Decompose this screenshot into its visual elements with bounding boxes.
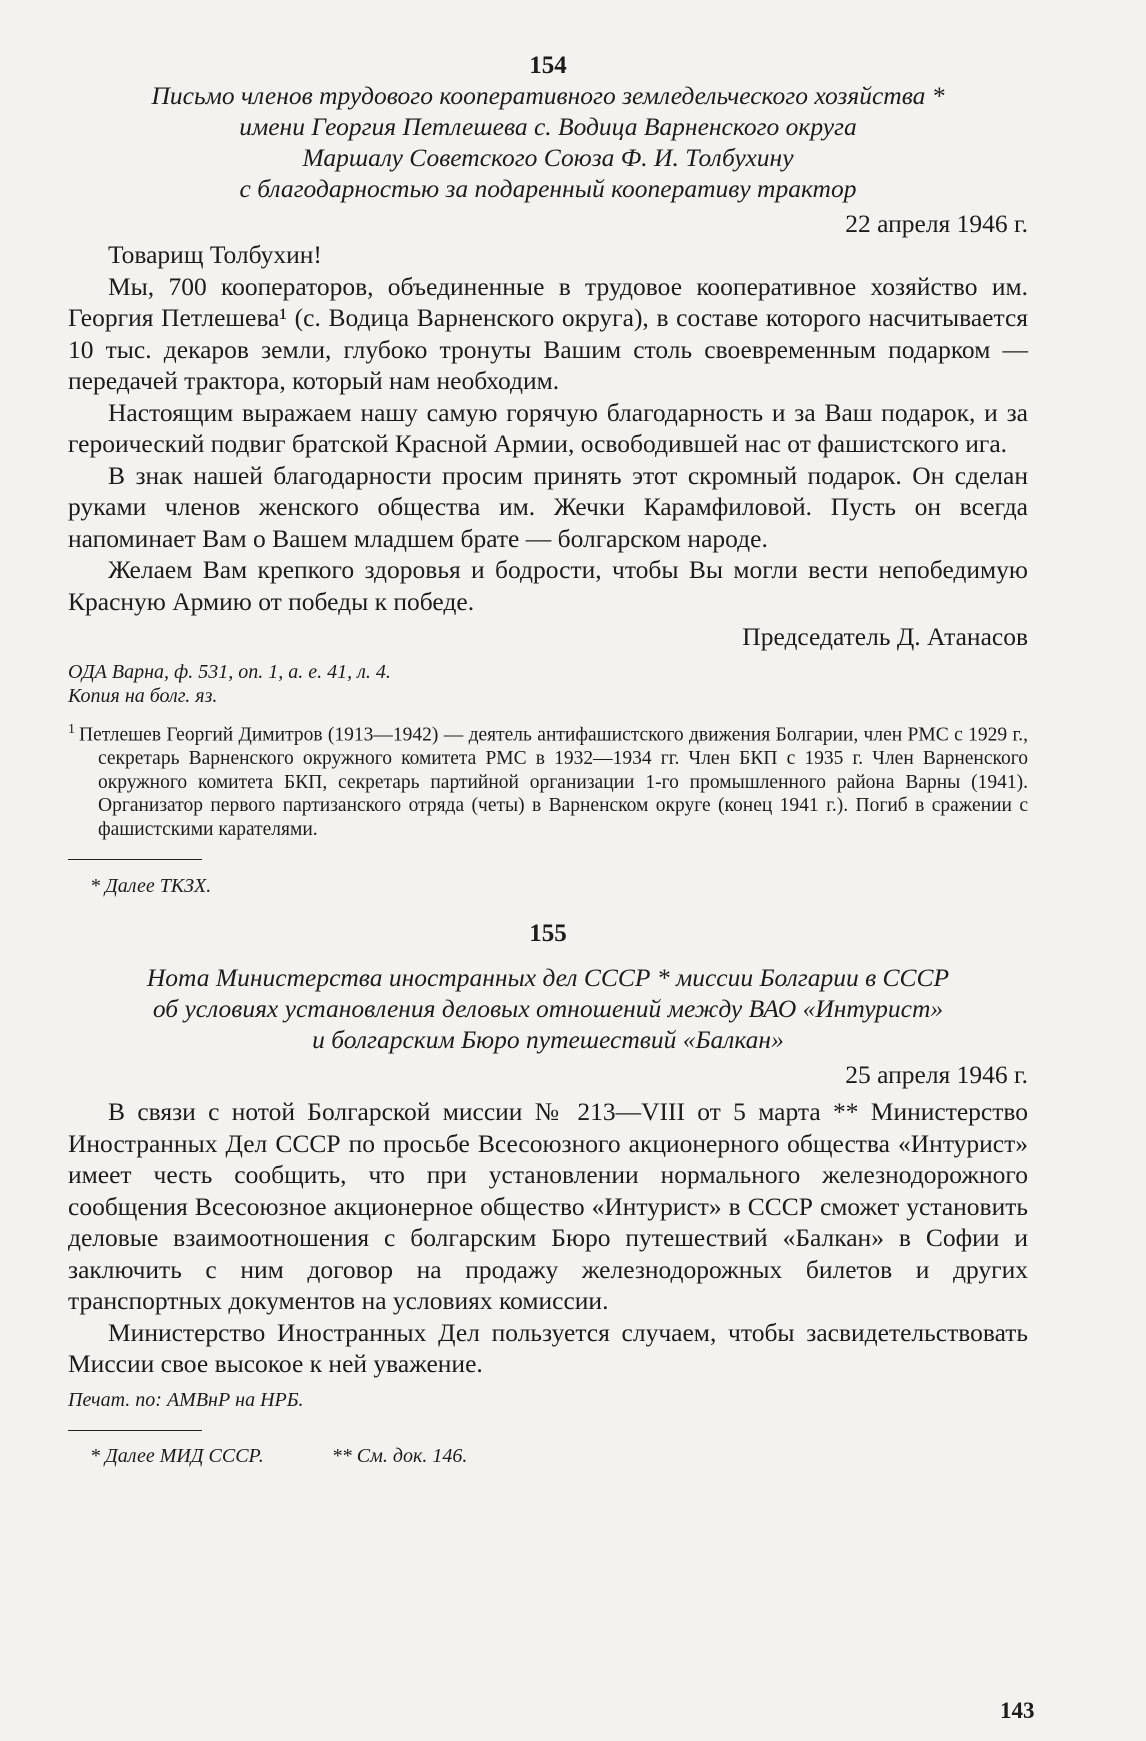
editor-note-154: * Далее ТКЗХ. [90,875,212,897]
editor-notes-155 [90,1445,1028,1468]
title-line: имени Георгия Петлешева с. Водица Варненского округа [239,112,857,141]
print-source: Печат. по: АМВнР на НРБ. [68,1388,304,1411]
footnote-divider [68,1430,202,1431]
document-number-154: 154 [529,52,567,79]
page-number: 143 [1000,1698,1035,1723]
footnote-1 [68,718,1028,841]
salutation: Товарищ Толбухин! [108,240,322,269]
title-line: с благодарностью за подаренный кооперативу трактор [239,174,857,203]
document-title-155 [68,962,1028,1055]
title-line: Нота Министерства иностранных дел СССР * миссии Болгарии в СССР [146,963,950,992]
document-date-155: 25 апреля 1946 г. [845,1060,1028,1089]
title-line: Письмо членов трудового кооперативного земледельческого хозяйства * [151,81,945,110]
document-date-154: 22 апреля 1946 г. [845,209,1028,238]
title-line: и болгарским Бюро путешествий «Балкан» [312,1025,784,1054]
paragraph: Мы, 700 кооператоров, объединенные в трудовое кооперативное хозяйство им. Георгия Петлешева¹ (с. Водица Варненского округа), в составе которого насчитывается 10 тыс. декаров земли, глубоко тронуты Вашим столь своевременным подарком — передачей трактора, который нам необходим. [68,271,1028,395]
document-title-154 [68,80,1028,204]
signature: Председатель Д. Атанасов [742,622,1028,651]
copy-language-note: Копия на болг. яз. [68,685,218,707]
archive-source: ОДА Варна, ф. 531, оп. 1, а. е. 41, л. 4. [68,661,391,683]
editor-note: * Далее МИД СССР. [90,1444,264,1467]
paragraph: В знак нашей благодарности просим принять этот скромный подарок. Он сделан руками членов женского общества им. Жечки Карамфиловой. Пусть он всегда напоминает Вам о Вашем младшем брате — болгарском народе. [68,460,1028,553]
paragraph: Желаем Вам крепкого здоровья и бодрости, чтобы Вы могли вести непобедимую Красную Армию от победы к победе. [68,555,1028,616]
document-page [68,52,1028,1468]
paragraph: Настоящим выражаем нашу самую горячую благодарность и за Ваш подарок, и за героический подвиг братской Красной Армии, освободившей нас от фашистского ига. [68,397,1028,458]
letter-body-154 [68,239,1028,617]
note-body-155 [68,1096,1028,1380]
paragraph: В связи с нотой Болгарской миссии № 213—VIII от 5 марта ** Министерство Иностранных Дел СССР по просьбе Всесоюзного акционерного общества «Интурист» имеет честь сообщить, что при установлении нормального железнодорожного сообщения Всесоюзное акционерное общество «Интурист» в СССР сможет установить деловые взаимоотношения с болгарским Бюро путешествий «Балкан» в Софии и заключить с ним договор на продажу железнодорожных билетов и других транспортных документов на условиях комиссии. [68,1097,1028,1315]
paragraph: Министерство Иностранных Дел пользуется случаем, чтобы засвидетельствовать Миссии свое высокое к ней уважение. [68,1317,1028,1378]
footnote-marker: 1 [68,722,75,737]
footnote-divider [68,859,202,860]
editor-note: ** См. док. 146. [331,1444,468,1467]
title-line: Маршалу Советского Союза Ф. И. Толбухину [302,143,794,172]
document-number-155: 155 [529,920,567,947]
title-line: об условиях установления деловых отношений между ВАО «Интурист» [152,994,944,1023]
footnote-text: Петлешев Георгий Димитров (1913—1942) — деятель антифашистского движения Болгарии, член РМС с 1929 г., секретарь Варненского окружного комитета РМС в 1932—1934 гг. Член БКП с 1935 г. Член Варненского окружного комитета БКП, секретарь партийной организации 1-го промышленного района Варны (1941). Организатор первого партизанского отряда (четы) в Варненском округе (конец 1941 г.). Погиб в сражении с фашистскими карателями. [79,724,1028,840]
